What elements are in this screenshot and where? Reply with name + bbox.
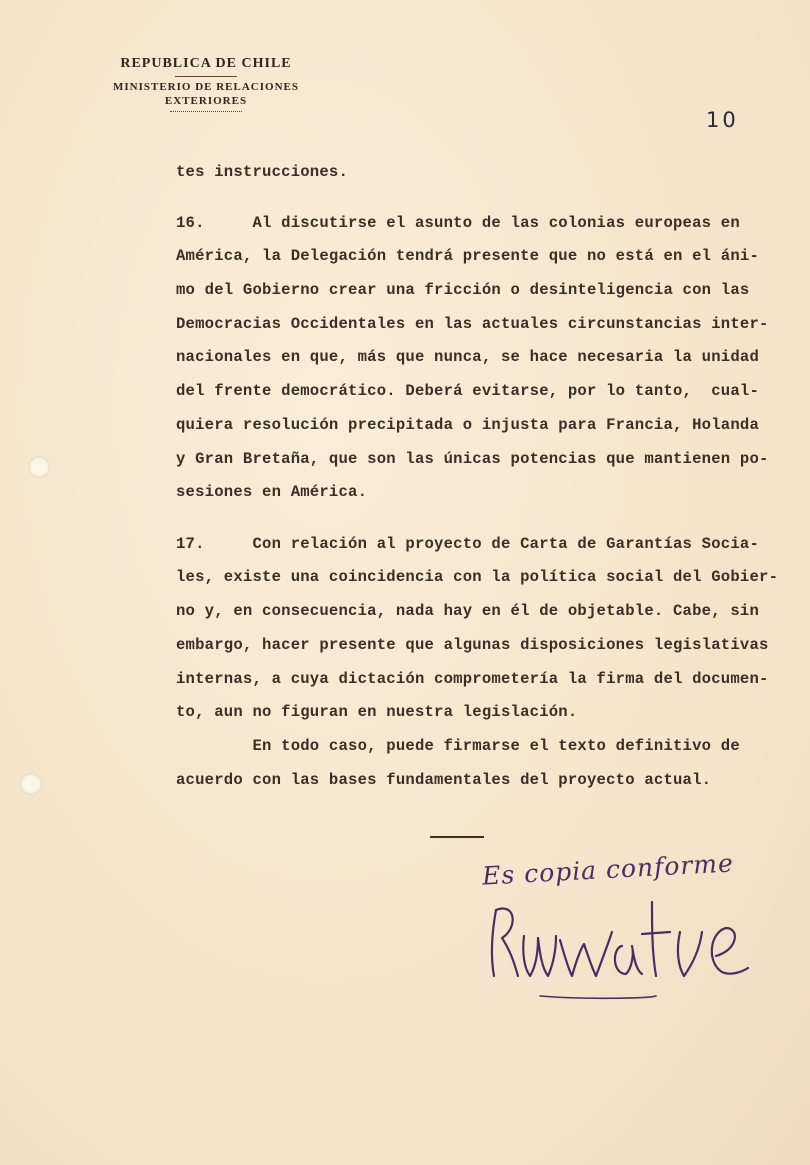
- text-line: América, la Delegación tendrá presente que no está en el áni-: [176, 247, 760, 265]
- closing-rule: [430, 836, 484, 838]
- letterhead-underline: [170, 111, 242, 112]
- text-line: mo del Gobierno crear una fricción o desinteligencia con las: [176, 281, 750, 299]
- text-line: 16. Al discutirse el asunto de las colonias europeas en: [176, 214, 740, 232]
- text-line: embargo, hacer presente que algunas disposiciones legislativas: [176, 636, 769, 654]
- punch-hole-bottom: [20, 773, 42, 795]
- text-line: nacionales en que, más que nunca, se hace necesaria la unidad: [176, 348, 760, 366]
- text-line: Democracias Occidentales en las actuales circunstancias inter-: [176, 315, 769, 333]
- text-line: En todo caso, puede firmarse el texto definitivo de: [176, 737, 740, 755]
- letterhead-country: REPUBLICA DE CHILE: [120, 56, 292, 71]
- text-line: quiera resolución precipitada o injusta para Francia, Holanda: [176, 416, 760, 434]
- signature: [480, 892, 770, 1009]
- text-line: internas, a cuya dictación comprometería la firma del documen-: [176, 670, 769, 688]
- letterhead-ministry-line2: EXTERIORES: [164, 95, 248, 107]
- handwritten-note: Es copia conforme: [481, 848, 735, 891]
- letterhead-ministry-line1: MINISTERIO DE RELACIONES: [113, 81, 299, 93]
- letterhead-divider: [175, 76, 237, 77]
- letterhead: [96, 56, 316, 112]
- text-line: del frente democrático. Deberá evitarse, por lo tanto, cual-: [176, 382, 760, 400]
- text-line: tes instrucciones.: [176, 163, 349, 181]
- signature-icon: [480, 892, 770, 1004]
- text-line: sesiones en América.: [176, 483, 368, 501]
- punch-hole-top: [28, 456, 50, 478]
- text-line: acuerdo con las bases fundamentales del proyecto actual.: [176, 771, 712, 789]
- text-line: 17. Con relación al proyecto de Carta de Garantías Socia-: [176, 535, 760, 553]
- page-number: 10: [706, 108, 739, 132]
- text-line: no y, en consecuencia, nada hay en él de objetable. Cabe, sin: [176, 602, 760, 620]
- text-line: to, aun no figuran en nuestra legislación.: [176, 703, 578, 721]
- text-line: les, existe una coincidencia con la política social del Gobier-: [176, 568, 779, 586]
- text-line: y Gran Bretaña, que son las únicas potencias que mantienen po-: [176, 450, 769, 468]
